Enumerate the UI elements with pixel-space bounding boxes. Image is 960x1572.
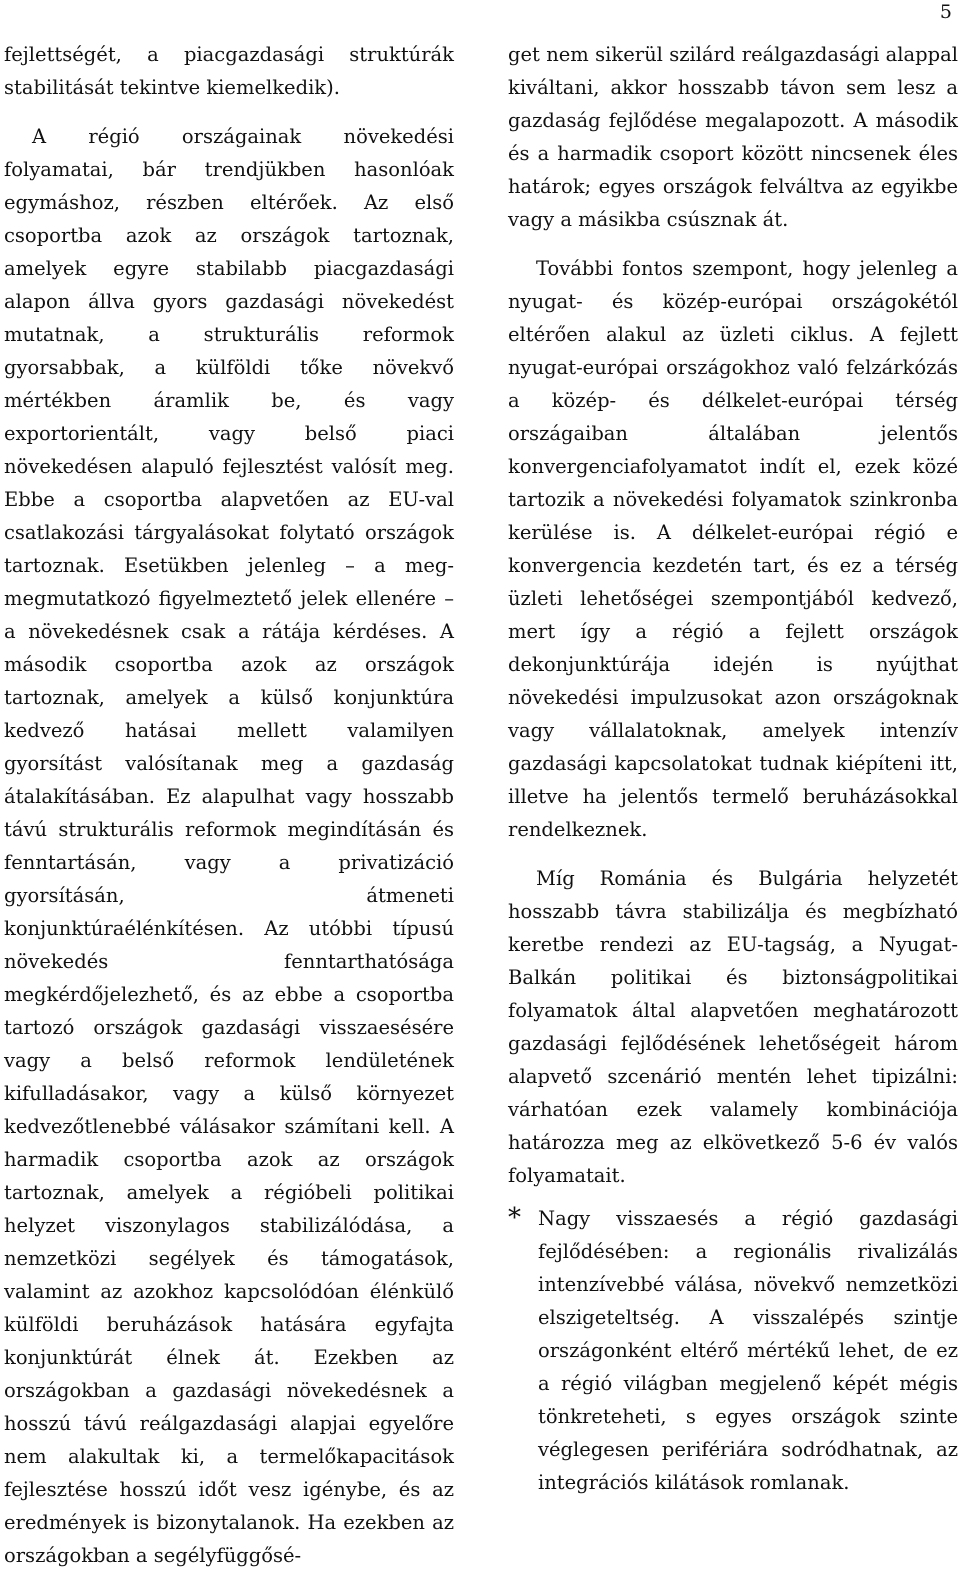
paragraph: A régió országainak növekedési folyamatai, bár trendjükben hasonlóak egymáshoz, részben eltérőek. Az első csoportba azok az országok tartoznak, amelyek egyre stabilabb piacgazdasági alapon állva gyors gazdasági növekedést mutatnak, a strukturális reformok gyorsabbak, a külföldi tőke növekvő mértékben áramlik be, és vagy exportorientált, vagy belső piaci növekedésen alapuló fejlesztést valósít meg. Ebbe a csoportba alapvetően az EU-val csatlakozási tárgyalásokat folytató országok tartoznak. Esetükben jelenleg – a meg-megmutatkozó figyelmeztető jelek ellenére – a növekedésnek csak a rátája kérdéses. A második csoportba azok az országok tartoznak, amelyek a külső konjunktúra kedvező hatásai mellett valamilyen gyorsítást valósítanak meg a gazdaság átalakításában. Ez alapulhat vagy hosszabb távú strukturális reformok megindításán és fenntartásán, vagy a privatizáció gyorsításán, átmeneti konjunktúraélénkítésen. Az utóbbi típusú növekedés fenntarthatósága megkérdőjelezhető, és az ebbe a csoportba tartozó országok gazdasági visszaesésére vagy a belső reformok lendületének kifulladásakor, vagy a külső környezet kedvezőtlenebbé válásakor számítani kell. A harmadik csoportba azok az országok tartoznak, amelyek a régióbeli politikai helyzet viszonylagos stabilizálódása, a nemzetközi segélyek és támogatások, valamint az azokhoz kapcsolódóan élénkülő külföldi beruházások hatására egyfajta konjunktúrát élnek át. Ezekben az országokban a gazdasági növekedésnek a hosszú távú reálgazdasági alapjai egyelőre nem alakultak ki, a termelőkapacitások fejlesztése hosszú időt vesz igénybe, és az eredmények is bizonytalanok. Ha ezekben az országokban a segélyfüggősé- (4, 125, 454, 1567)
asterisk-bullet-icon: * (508, 1203, 521, 1233)
bullet-list-item (508, 1202, 958, 1499)
paragraph: get nem sikerül szilárd reálgazdasági alappal kiváltani, akkor hosszabb távon sem lesz a gazdaság fejlődése megalapozott. A második és a harmadik csoport között nincsenek éles határok; egyes országok felváltva az egyikbe vagy a másikba csúsznak át. (508, 43, 958, 231)
paragraph: Míg Románia és Bulgária helyzetét hosszabb távra stabilizálja és megbízható keretbe rendezi az EU-tagság, a Nyugat-Balkán politikai és biztonságpolitikai folyamatok által alapvetően meghatározott gazdasági fejlődésének lehetőségeit három alapvető szcenárió mentén lehet tipizálni: várhatóan ezek valamely kombinációja határozza meg az elkövetkező 5-6 év valós folyamatait. (508, 867, 958, 1187)
right-column (508, 38, 958, 1499)
page-number: 5 (939, 1, 952, 23)
bullet-text: Nagy visszaesés a régió gazdasági fejlődésében: a regionális rivalizálás intenzívebbé válása, növekvő nemzetközi elszigeteltség. A visszalépés szintje országonként eltérő mértékű lehet, de ez a régió világban megjelenő képét mégis tönkreteheti, s egyes országok szinte véglegesen perifériára sodródhatnak, az integrációs kilátások romlanak. (538, 1207, 958, 1494)
paragraph: fejlettségét, a piacgazdasági struktúrák stabilitását tekintve kiemelkedik). (4, 43, 454, 99)
paragraph: További fontos szempont, hogy jelenleg a nyugat- és közép-európai országokétól eltérően alakul az üzleti ciklus. A fejlett nyugat-európai országokhoz való felzárkózás a közép- és délkelet-európai térség országaiban általában jelentős konvergenciafolyamatot indít el, ezek közé tartozik a növekedési folyamatok szinkronba kerülése is. A délkelet-európai régió e konvergencia kezdetén tart, és ez a térség üzleti lehetőségei szempontjából kedvező, mert így a régió a fejlett országok dekonjunktúrája idején is nyújthat növekedési impulzusokat azon országoknak vagy vállalatoknak, amelyek intenzív gazdasági kapcsolatokat tudnak kiépíteni itt, illetve ha jelentős termelő beruházásokkal rendelkeznek. (508, 257, 958, 841)
left-column (4, 38, 454, 1572)
